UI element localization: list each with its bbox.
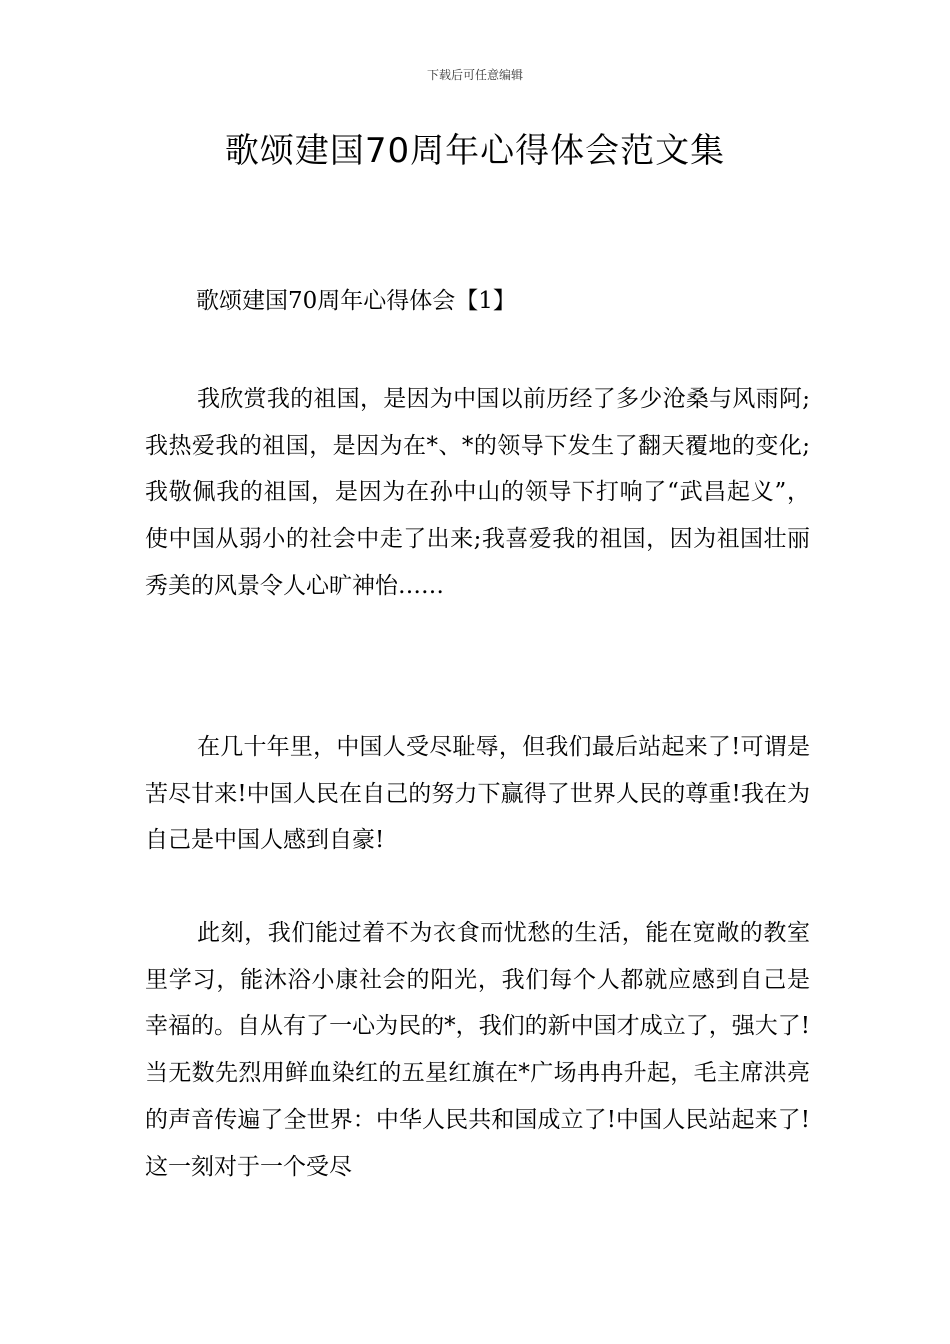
document-title: 歌颂建国70周年心得体会范文集 [224,131,726,171]
section-heading: 歌颂建国70周年心得体会【1】 [196,288,516,314]
paragraph-2: 在几十年里，中国人受尽耻辱，但我们最后站起来了!可谓是苦尽甘来!中国人民在自己的努力下赢得了世界人民的尊重!我在为自己是中国人感到自豪! [145,734,810,854]
paragraph-1: 我欣赏我的祖国，是因为中国以前历经了多少沧桑与风雨阿;我热爱我的祖国，是因为在*、*的领导下发生了翻天覆地的变化;我敬佩我的祖国，是因为在孙中山的领导下打响了“武昌起义”，使中国从弱小的社会中走了出来;我喜爱我的祖国，因为祖国壮丽秀美的风景令人心旷神怡…… [145,386,810,599]
header-note: 下载后可任意编辑 [426,68,523,82]
paragraph-3: 此刻，我们能过着不为衣食而忧愁的生活，能在宽敞的教室里学习，能沐浴小康社会的阳光，我们每个人都就应感到自己是幸福的。自从有了一心为民的*，我们的新中国才成立了，强大了!当无数先烈用鲜血染红的五星红旗在*广场冉冉升起，毛主席洪亮的声音传遍了全世界：中华人民共和国成立了!中国人民站起来了!这一刻对于一个受尽 [145,920,810,1180]
